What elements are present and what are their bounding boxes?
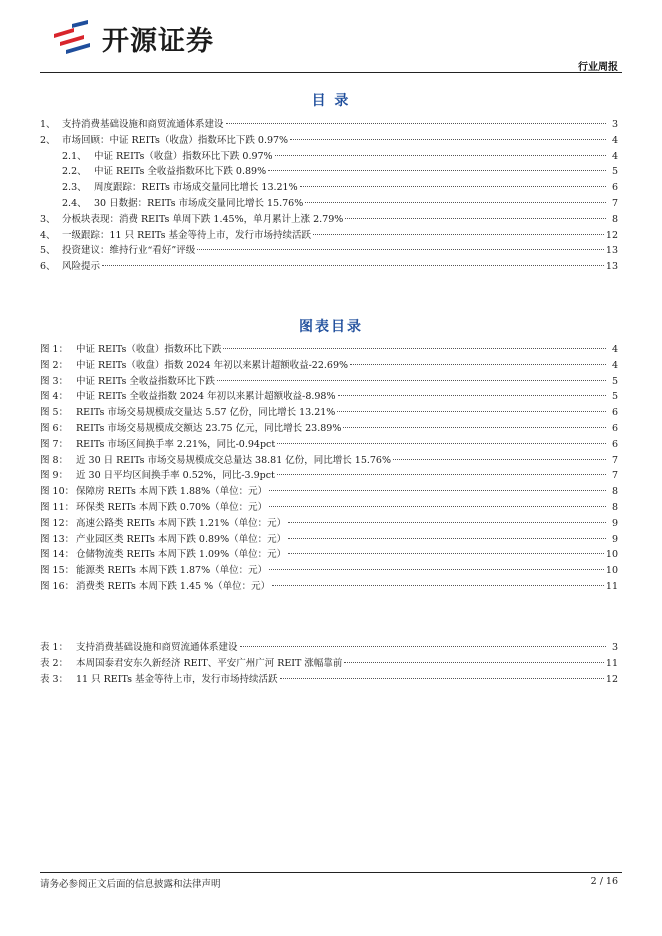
figure-entry-page: 9 xyxy=(611,533,618,545)
toc-entry-label: 中证 REITs 全收益指数环比下跌 0.89% xyxy=(94,166,267,178)
toc-entry-num: 2.1、 xyxy=(62,150,87,162)
toc-entry-num: 2.4、 xyxy=(62,197,87,209)
figure-entry-label: 环保类 REITs 本周下跌 0.70%（单位：元） xyxy=(76,501,268,513)
figure-entry-label: 近 30 日平均区间换手率 0.52%，同比-3.9pct xyxy=(76,470,275,482)
dot-leader xyxy=(313,234,604,235)
dot-leader xyxy=(288,553,604,554)
figure-entry[interactable] xyxy=(40,500,618,516)
figure-entry-num: 图 10： xyxy=(40,486,75,498)
figure-entry-page: 4 xyxy=(611,344,618,355)
page-indicator: 2 / 16 xyxy=(590,876,618,887)
footer-disclaimer: 请务必参阅正文后面的信息披露和法律声明 xyxy=(40,879,221,890)
figure-entry[interactable] xyxy=(40,374,618,390)
figure-entry-page: 4 xyxy=(611,359,618,371)
table-entry-label: 支持消费基础设施和商贸流通体系建设 xyxy=(76,642,238,653)
toc-entry-page: 13 xyxy=(605,245,618,257)
dot-leader xyxy=(197,249,604,250)
dot-leader xyxy=(269,506,606,507)
figure-entry-num: 图 2： xyxy=(40,359,69,371)
toc-entry-page: 5 xyxy=(611,166,618,178)
figure-entry-label: REITs 市场交易规模成交额达 23.75 亿元，同比增长 23.89% xyxy=(76,422,342,434)
figure-entry-page: 6 xyxy=(611,407,618,419)
dot-leader xyxy=(288,522,606,523)
toc-entry-num: 2、 xyxy=(40,134,56,146)
dot-leader xyxy=(343,427,606,428)
report-type-label: 行业周报 xyxy=(578,62,618,73)
figure-entry[interactable] xyxy=(40,358,618,374)
figure-entry-num: 图 4： xyxy=(40,391,69,403)
toc-entry[interactable] xyxy=(40,117,618,133)
figure-entry-page: 11 xyxy=(605,580,618,592)
figure-entry-num: 图 7： xyxy=(40,438,69,450)
figure-entry-label: 中证 REITs（收盘）指数 2024 年初以来累计超额收益-22.69% xyxy=(76,359,349,371)
toc-entry[interactable] xyxy=(40,180,618,196)
toc-entry-page: 8 xyxy=(611,213,618,225)
dot-leader xyxy=(288,538,606,539)
figure-entry-num: 图 9： xyxy=(40,470,69,482)
toc-entry[interactable] xyxy=(40,196,618,212)
figure-entry-num: 图 6： xyxy=(40,422,69,434)
toc-entry-page: 3 xyxy=(611,119,618,130)
dot-leader xyxy=(280,678,604,679)
toc-entry-label: 分板块表现：消费 REITs 单周下跌 1.45%，单月累计上涨 2.79% xyxy=(62,213,344,225)
dot-leader xyxy=(102,265,604,266)
table-entry-page: 3 xyxy=(611,642,618,653)
figure-entry[interactable] xyxy=(40,468,618,484)
header-divider xyxy=(40,72,622,73)
figure-entry-num: 图 3： xyxy=(40,375,69,387)
figure-entry[interactable] xyxy=(40,484,618,500)
figure-entry[interactable] xyxy=(40,421,618,437)
figure-entry-label: REITs 市场区间换手率 2.21%，同比-0.94pct xyxy=(76,438,276,450)
figure-entry[interactable] xyxy=(40,516,618,532)
figure-entry-num: 图 14： xyxy=(40,549,75,561)
table-entry[interactable] xyxy=(40,640,618,656)
figure-entry-num: 图 5： xyxy=(40,407,69,419)
brand-logo xyxy=(50,18,214,58)
figure-entry-label: 中证 REITs 全收益指数环比下跌 xyxy=(76,375,215,387)
table-entry-page: 12 xyxy=(605,673,618,685)
toc-entry-num: 3、 xyxy=(40,213,56,225)
dot-leader xyxy=(344,662,603,663)
figure-entry-num: 图 11： xyxy=(40,501,75,513)
figure-entry-num: 图 8： xyxy=(40,454,69,466)
table-entry-num: 表 3： xyxy=(40,673,69,685)
figure-entry-num: 图 12： xyxy=(40,517,75,529)
dot-leader xyxy=(393,459,606,460)
dot-leader xyxy=(275,155,606,156)
figure-entry[interactable] xyxy=(40,342,618,358)
toc-entry-page: 12 xyxy=(605,229,618,241)
figure-entry-num: 图 13： xyxy=(40,533,75,545)
dot-leader xyxy=(350,364,606,365)
figure-entry[interactable] xyxy=(40,405,618,421)
toc-entry-num: 2.2、 xyxy=(62,166,87,178)
figure-entry-page: 5 xyxy=(611,391,618,403)
figure-entry-label: 中证 REITs 全收益指数 2024 年初以来累计超额收益-8.98% xyxy=(76,391,336,403)
figure-entry-label: 近 30 日 REITs 市场交易规模成交总量达 38.81 亿份，同比增长 15.76% xyxy=(76,454,392,466)
toc-entry-label: 周度跟踪：REITs 市场成交量同比增长 13.21% xyxy=(94,182,298,194)
figure-entry-label: 高速公路类 REITs 本周下跌 1.21%（单位：元） xyxy=(76,517,287,529)
toc-entry-page: 13 xyxy=(605,261,618,273)
figure-entry-page: 9 xyxy=(611,517,618,529)
toc-list xyxy=(40,117,618,275)
figure-entry-page: 8 xyxy=(611,501,618,513)
dot-leader xyxy=(290,139,606,140)
toc-entry-num: 4、 xyxy=(40,229,56,241)
figure-entry-label: 消费类 REITs 本周下跌 1.45 %（单位：元） xyxy=(76,580,271,592)
toc-entry-label: 30 日数据：REITs 市场成交量同比增长 15.76% xyxy=(94,197,304,209)
dot-leader xyxy=(223,348,606,349)
figure-entry-page: 7 xyxy=(611,470,618,482)
figure-entry-label: REITs 市场交易规模成交量达 5.57 亿份，同比增长 13.21% xyxy=(76,407,336,419)
table-entry-label: 本周国泰君安东久新经济 REIT、平安广州广河 REIT 涨幅靠前 xyxy=(76,657,343,669)
figure-entry-page: 8 xyxy=(611,486,618,498)
dot-leader xyxy=(269,490,606,491)
toc-title: 目 录 xyxy=(311,93,351,109)
table-entry-page: 11 xyxy=(605,657,618,669)
toc-entry-page: 7 xyxy=(611,197,618,209)
figure-entry-num: 图 15： xyxy=(40,565,75,577)
figure-entry-page: 6 xyxy=(611,438,618,450)
toc-entry[interactable] xyxy=(40,259,618,275)
figure-list xyxy=(40,342,618,595)
figure-entry[interactable] xyxy=(40,389,618,405)
toc-entry[interactable] xyxy=(40,133,618,149)
figure-entry[interactable] xyxy=(40,437,618,453)
figure-entry-page: 5 xyxy=(611,375,618,387)
toc-entry-page: 4 xyxy=(611,150,618,162)
figure-entry-num: 图 1： xyxy=(40,344,69,355)
toc-entry[interactable] xyxy=(40,149,618,165)
dot-leader xyxy=(337,411,606,412)
toc-entry-label: 支持消费基础设施和商贸流通体系建设 xyxy=(62,119,224,130)
dot-leader xyxy=(268,170,606,171)
toc-entry-num: 2.3、 xyxy=(62,182,87,194)
dot-leader xyxy=(338,395,606,396)
toc-entry[interactable] xyxy=(40,228,618,244)
dot-leader xyxy=(272,585,604,586)
figure-entry[interactable] xyxy=(40,547,618,563)
toc-entry-label: 投资建议：维持行业“看好”评级 xyxy=(62,245,196,257)
dot-leader xyxy=(277,443,606,444)
figure-entry-label: 保障房 REITs 本周下跌 1.88%（单位：元） xyxy=(76,486,268,498)
toc-entry-page: 6 xyxy=(611,182,618,194)
table-entry-num: 表 2： xyxy=(40,657,69,669)
dot-leader xyxy=(305,202,606,203)
dot-leader xyxy=(277,474,606,475)
kaiyuan-logo-icon xyxy=(50,20,94,56)
figure-entry-page: 6 xyxy=(611,422,618,434)
toc-entry-num: 6、 xyxy=(40,261,56,273)
toc-entry[interactable] xyxy=(40,164,618,180)
dot-leader xyxy=(240,646,606,647)
toc-entry-label: 市场回顾：中证 REITs（收盘）指数环比下跌 0.97% xyxy=(62,134,289,146)
figure-entry[interactable] xyxy=(40,579,618,595)
figure-entry[interactable] xyxy=(40,563,618,579)
toc-entry[interactable] xyxy=(40,243,618,259)
dot-leader xyxy=(345,218,606,219)
figure-entry-label: 中证 REITs（收盘）指数环比下跌 xyxy=(76,344,222,355)
brand-name: 开源证券 xyxy=(102,25,214,57)
toc-entry-label: 一级跟踪：11 只 REITs 基金等待上市，发行市场持续活跃 xyxy=(62,229,312,241)
figure-entry[interactable] xyxy=(40,453,618,469)
table-entry[interactable] xyxy=(40,672,618,688)
table-entry-num: 表 1： xyxy=(40,642,69,653)
figure-entry-label: 产业园区类 REITs 本周下跌 0.89%（单位：元） xyxy=(76,533,287,545)
toc-entry[interactable] xyxy=(40,212,618,228)
dot-leader xyxy=(226,123,606,124)
dot-leader xyxy=(300,186,606,187)
toc-entry-num: 5、 xyxy=(40,245,56,257)
toc-entry-label: 中证 REITs（收盘）指数环比下跌 0.97% xyxy=(94,150,273,162)
figure-entry-num: 图 16： xyxy=(40,580,75,592)
figure-entry-label: 能源类 REITs 本周下跌 1.87%（单位：元） xyxy=(76,565,268,577)
toc-entry-page: 4 xyxy=(611,134,618,146)
figure-entry-page: 7 xyxy=(611,454,618,466)
figure-entry-page: 10 xyxy=(605,565,618,577)
footer-divider xyxy=(40,872,622,873)
figure-entry-page: 10 xyxy=(605,549,618,561)
figure-entry-label: 仓储物流类 REITs 本周下跌 1.09%（单位：元） xyxy=(76,549,287,561)
dot-leader xyxy=(217,380,606,381)
toc-entry-label: 风险提示 xyxy=(62,261,101,273)
figures-title: 图表目录 xyxy=(299,319,363,335)
toc-entry-num: 1、 xyxy=(40,119,56,130)
table-entry[interactable] xyxy=(40,656,618,672)
table-entry-label: 11 只 REITs 基金等待上市，发行市场持续活跃 xyxy=(76,673,278,685)
dot-leader xyxy=(269,569,604,570)
figure-entry[interactable] xyxy=(40,532,618,548)
table-list xyxy=(40,640,618,687)
